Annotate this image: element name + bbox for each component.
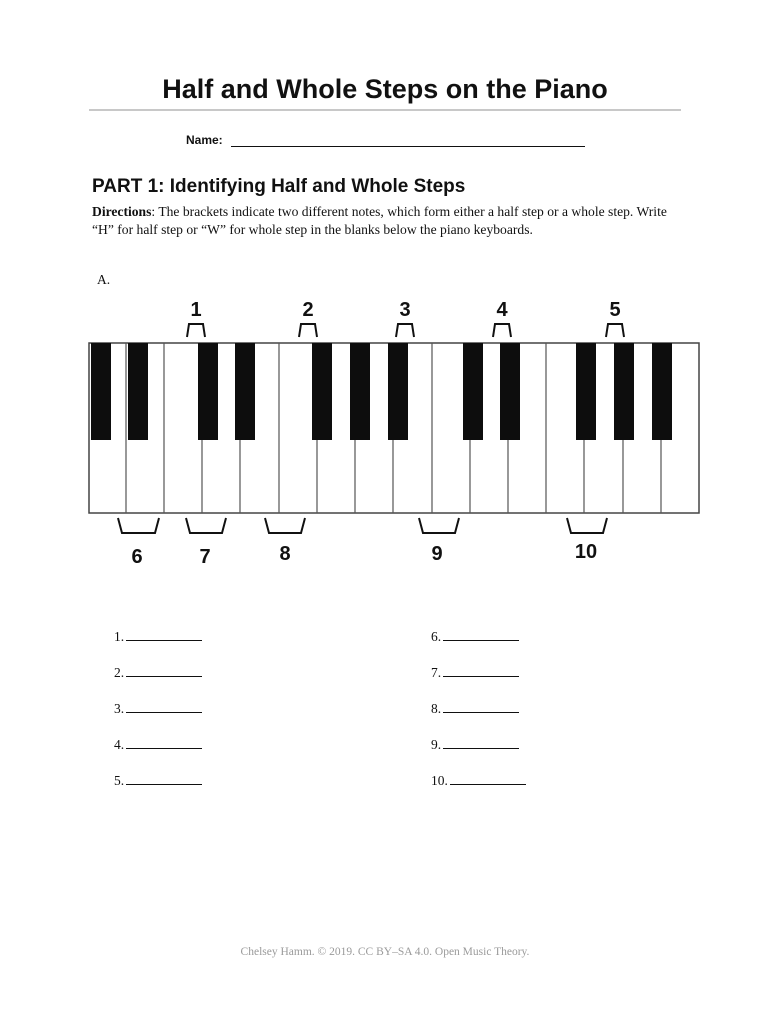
bottom-brackets <box>118 518 607 533</box>
answer-item-2 <box>114 662 202 681</box>
bracket-7 <box>186 518 226 533</box>
piano-keyboard <box>89 343 699 513</box>
answer-blank-6[interactable] <box>443 626 519 641</box>
answer-item-7 <box>431 662 519 681</box>
answer-item-1 <box>114 626 202 645</box>
section-label: A. <box>97 272 111 287</box>
bracket-2 <box>299 324 317 337</box>
answer-item-10 <box>431 770 526 789</box>
answer-number: 9. <box>431 737 442 752</box>
name-label: Name: <box>186 133 223 147</box>
answer-blank-4[interactable] <box>126 734 202 749</box>
black-key <box>500 343 520 440</box>
answer-blank-3[interactable] <box>126 698 202 713</box>
part-heading: PART 1: Identifying Half and Whole Steps <box>92 176 466 197</box>
answer-blank-7[interactable] <box>443 662 519 677</box>
answer-item-5 <box>114 770 202 789</box>
answer-item-4 <box>114 734 202 753</box>
bracket-label-2: 2 <box>302 299 314 321</box>
answer-item-8 <box>431 698 519 717</box>
answer-number: 5. <box>114 773 125 788</box>
bracket-1 <box>187 324 205 337</box>
answer-item-3 <box>114 698 202 717</box>
bracket-3 <box>396 324 414 337</box>
answer-number: 7. <box>431 665 442 680</box>
black-key <box>91 343 111 440</box>
bracket-4 <box>493 324 511 337</box>
bracket-label-7: 7 <box>199 546 211 568</box>
bracket-label-10: 10 <box>574 541 598 563</box>
answer-blank-5[interactable] <box>126 770 202 785</box>
footer-credit: Chelsey Hamm. © 2019. CC BY–SA 4.0. Open Music Theory. <box>240 946 530 958</box>
black-key <box>388 343 408 440</box>
top-brackets <box>187 324 624 337</box>
bracket-5 <box>606 324 624 337</box>
answer-number: 10. <box>431 773 448 788</box>
bracket-6 <box>118 518 159 533</box>
answer-number: 4. <box>114 737 125 752</box>
black-key <box>614 343 634 440</box>
page-title: Half and Whole Steps on the Piano <box>162 74 608 104</box>
black-key <box>652 343 672 440</box>
black-key <box>463 343 483 440</box>
bracket-label-6: 6 <box>131 546 143 568</box>
bracket-label-5: 5 <box>609 299 621 321</box>
answer-number: 2. <box>114 665 125 680</box>
answer-item-9 <box>431 734 519 753</box>
directions-text: : The brackets indicate two different notes, which form either a half step or a whole step. Write “H” for half step or “W” for whole step in the blanks below the piano keyboards. <box>92 204 667 237</box>
black-key <box>198 343 218 440</box>
answer-number: 3. <box>114 701 125 716</box>
answer-number: 6. <box>431 629 442 644</box>
answer-item-6 <box>431 626 519 645</box>
answer-blank-8[interactable] <box>443 698 519 713</box>
bracket-10 <box>567 518 607 533</box>
directions-label: Directions <box>92 204 152 219</box>
black-key <box>128 343 148 440</box>
answer-blank-1[interactable] <box>126 626 202 641</box>
bracket-label-1: 1 <box>190 299 202 321</box>
bracket-label-8: 8 <box>279 543 291 565</box>
bracket-8 <box>265 518 305 533</box>
black-key <box>576 343 596 440</box>
answer-blank-9[interactable] <box>443 734 519 749</box>
bracket-label-9: 9 <box>431 543 443 565</box>
black-key <box>312 343 332 440</box>
bracket-label-4: 4 <box>496 299 508 321</box>
answer-blank-2[interactable] <box>126 662 202 677</box>
bracket-9 <box>419 518 459 533</box>
bracket-label-3: 3 <box>399 299 411 321</box>
black-key <box>350 343 370 440</box>
answer-blank-10[interactable] <box>450 770 526 785</box>
answer-number: 1. <box>114 629 125 644</box>
black-key <box>235 343 255 440</box>
answer-number: 8. <box>431 701 442 716</box>
